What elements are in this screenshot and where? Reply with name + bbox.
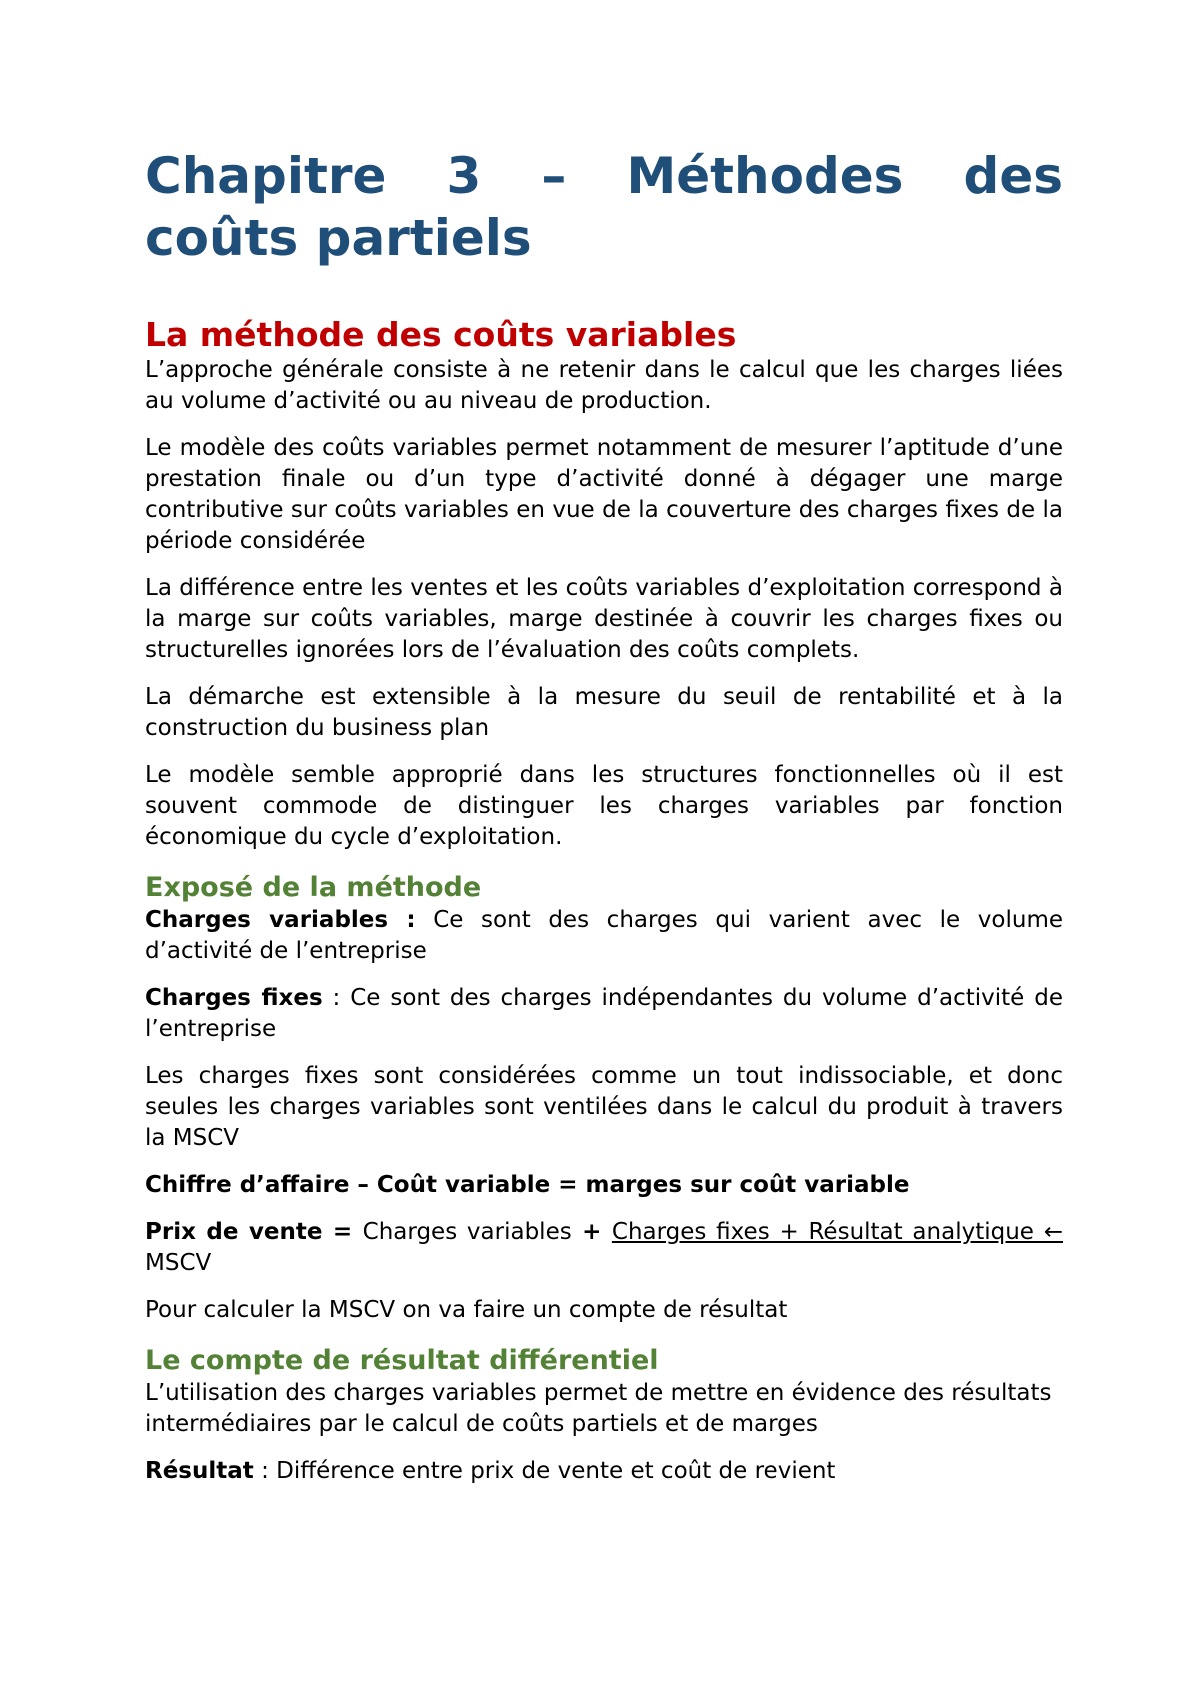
chapter-title-line1 [145,145,1063,207]
formula-term: Prix de vente [145,1219,323,1245]
paragraph: L’approche générale consiste à ne retenir dans le calcul que les charges liées au volume d’activité ou au niveau de production. [145,357,1063,414]
document-page [145,145,1063,1503]
definition-text: : Différence entre prix de vente et coût de revient [253,1458,836,1484]
definition-charges-fixes [145,983,1063,1045]
definition-term: Charges fixes [145,985,323,1011]
subsection-heading-compte-resultat: Le compte de résultat différentiel [145,1345,659,1376]
formula-prix-de-vente [145,1217,1063,1279]
title-word: – [541,147,567,205]
chapter-title-line2: coûts partiels [145,209,532,267]
formula-equals: = [322,1219,363,1245]
paragraph: Le modèle des coûts variables permet notamment de mesurer l’aptitude d’une prestation finale ou d’un type d’activité donné à dégager une marge contributive sur coûts variables en vue de la couverture des charges fixes de la période considérée [145,435,1063,554]
paragraph: Pour calculer la MSCV on va faire un compte de résultat [145,1297,788,1323]
title-word: des [963,147,1063,205]
formula-mscv-label: MSCV [145,1250,212,1276]
formula-charges-variables: Charges variables [362,1219,572,1245]
chapter-title [145,145,1063,269]
title-word: Chapitre [145,147,387,205]
definition-text: : Ce sont des charges indépendantes du volume d’activité de l’entreprise [145,985,1063,1042]
definition-charges-variables [145,905,1063,967]
paragraph: Le modèle semble approprié dans les structures fonctionnelles où il est souvent commode de distinguer les charges variables par fonction économique du cycle d’exploitation. [145,762,1063,850]
title-word: 3 [446,147,482,205]
definition-term: Résultat [145,1458,254,1484]
formula-underlined-part: Charges fixes + Résultat analytique ← [611,1219,1063,1245]
paragraph: L’utilisation des charges variables permet de mettre en évidence des résultats intermédiaires par le calcul de coûts partiels et de marges [145,1380,1052,1437]
definition-resultat [145,1456,1063,1487]
subsection-heading-expose: Exposé de la méthode [145,872,482,903]
definition-text: Ce sont des charges qui varient avec le volume d’activité de l’entreprise [145,907,1064,964]
paragraph: La différence entre les ventes et les coûts variables d’exploitation correspond à la marge sur coûts variables, marge destinée à couvrir les charges fixes ou structurelles ignorées lors de l’évaluation des coûts complets. [145,575,1063,663]
paragraph: Les charges fixes sont considérées comme un tout indissociable, et donc seules les charges variables sont ventilées dans le calcul du produit à travers la MSCV [145,1063,1063,1151]
definition-term: Charges variables : [145,907,416,933]
section-heading-couts-variables: La méthode des coûts variables [145,315,737,354]
paragraph: La démarche est extensible à la mesure du seuil de rentabilité et à la construction du business plan [145,684,1063,741]
formula-plus: + [571,1219,612,1245]
formula-mscv: Chiffre d’affaire – Coût variable = marges sur coût variable [145,1172,910,1198]
title-word: Méthodes [626,147,904,205]
